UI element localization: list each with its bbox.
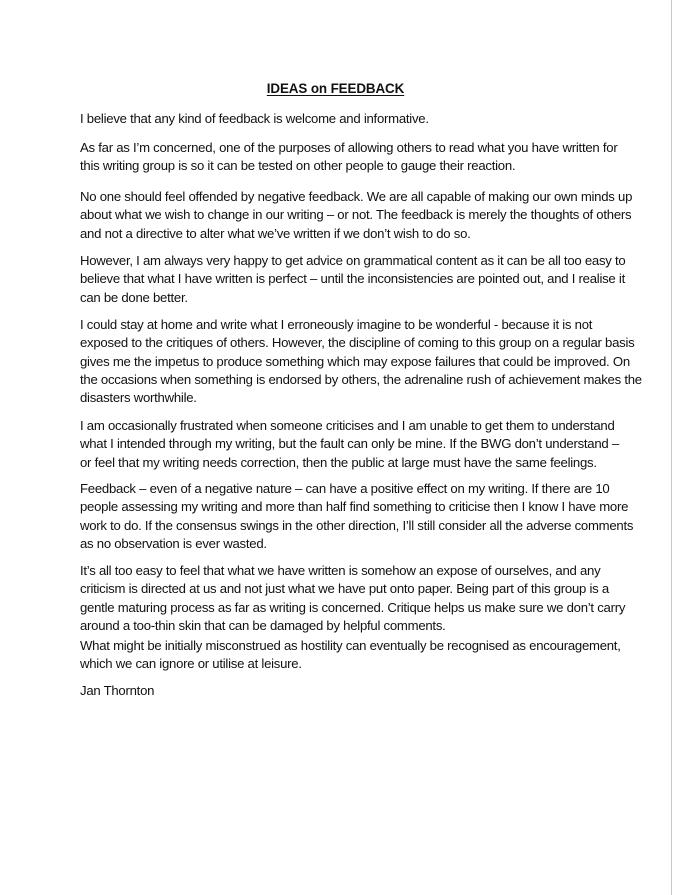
text-line: No one should feel offended by negative feedback. We are all capable of making our own minds up — [80, 189, 633, 204]
text-line: work to do. If the consensus swings in the other direction, I’ll still consider all the adverse comments — [80, 517, 634, 533]
paragraph-9 — [80, 637, 621, 674]
text-line: can be done better. — [80, 289, 188, 305]
paragraph-2 — [80, 139, 618, 176]
text-line: which we can ignore or utilise at leisure. — [80, 656, 302, 672]
text-line: I could stay at home and write what I erroneously imagine to be wonderful - because it is not — [80, 317, 593, 332]
paragraph-6 — [80, 417, 619, 472]
text-line: criticism is directed at us and not just what we have put onto paper. Being part of this group is a — [80, 581, 609, 597]
text-line: I am occasionally frustrated when someone criticises and I am unable to get them to understand — [80, 418, 615, 433]
paragraph-1 — [80, 110, 600, 128]
text-line: what I intended through my writing, but the fault can only be mine. If the BWG don’t understand – — [80, 436, 619, 452]
text-line: people assessing my writing and more than half find something to criticise then I know I have more — [80, 499, 629, 515]
text-line: about what we wish to change in our writing – or not. The feedback is merely the thoughts of others — [80, 207, 632, 223]
text-line: this writing group is so it can be tested on other people to gauge their reaction. — [80, 158, 516, 174]
paragraph-5 — [80, 316, 642, 407]
document-title — [0, 80, 671, 98]
document-title-text: IDEAS on FEEDBACK — [266, 81, 405, 96]
text-line: as no observation is ever wasted. — [80, 535, 267, 551]
text-line: As far as I’m concerned, one of the purposes of allowing others to read what you have written for — [80, 140, 618, 155]
paragraph-3 — [80, 188, 633, 243]
text-line: It’s all too easy to feel that what we have written is somehow an expose of ourselves, and any — [80, 563, 601, 578]
text-line: believe that what I have written is perfect – until the inconsistencies are pointed out, and I realise it — [80, 271, 625, 287]
text-line: or feel that my writing needs correction, then the public at large must have the same feelings. — [80, 454, 597, 470]
paragraph-7 — [80, 480, 634, 553]
text-line: Feedback – even of a negative nature – can have a positive effect on my writing. If there are 10 — [80, 481, 610, 496]
text-line: gentle maturing process as far as writing is concerned. Critique helps us make sure we don’t carry — [80, 599, 626, 615]
paragraph-4 — [80, 252, 626, 307]
signature-text: Jan Thornton — [80, 683, 155, 698]
paragraph-8 — [80, 562, 626, 635]
text-line: disasters worthwhile. — [80, 390, 197, 406]
text-line: the occasions when something is endorsed by others, the adrenaline rush of achievement makes the — [80, 371, 642, 387]
text-line: What might be initially misconstrued as hostility can eventually be recognised as encouragement, — [80, 638, 621, 653]
text-line: around a too-thin skin that can be damaged by helpful comments. — [80, 617, 446, 633]
text-line: and not a directive to alter what we’ve written if we don’t wish to do so. — [80, 225, 471, 241]
author-signature — [80, 682, 600, 700]
text-line: I believe that any kind of feedback is welcome and informative. — [80, 111, 429, 126]
text-line: exposed to the critiques of others. However, the discipline of coming to this group on a regular basis — [80, 335, 635, 351]
text-line: However, I am always very happy to get advice on grammatical content as it can be all too easy to — [80, 253, 626, 268]
text-line: gives me the impetus to produce something which may expose failures that could be improved. On — [80, 353, 630, 369]
